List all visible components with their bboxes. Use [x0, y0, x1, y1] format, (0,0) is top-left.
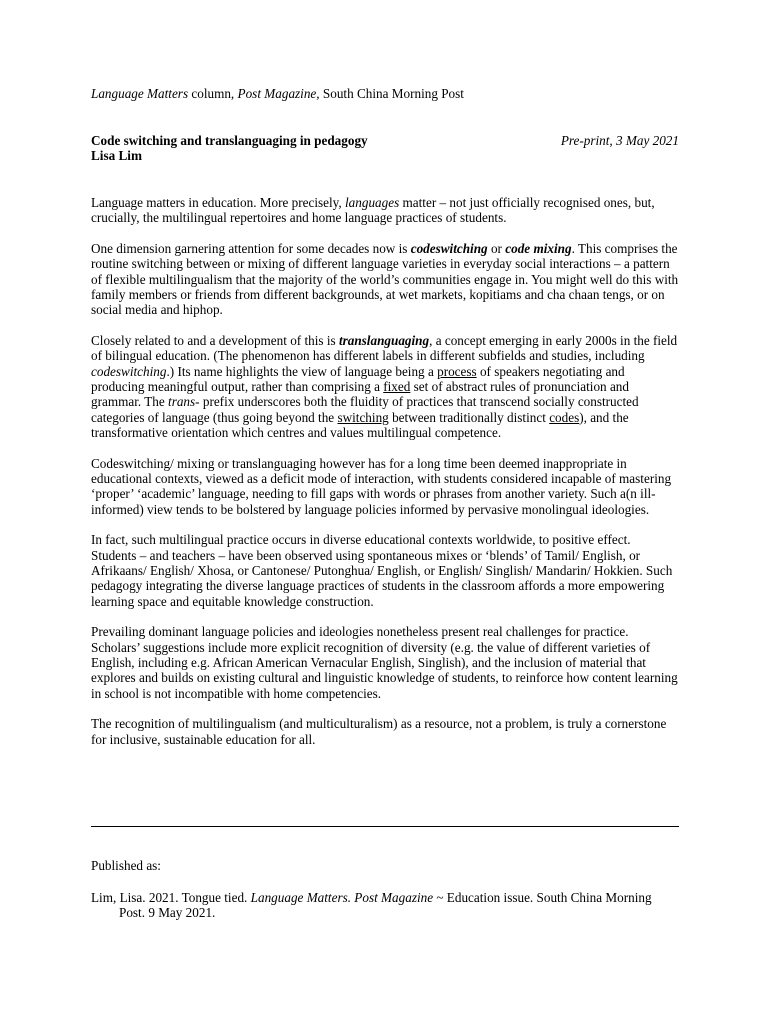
p3-text-g: of speakers negotiating and producing meaningful output, rather than comprising a — [91, 363, 625, 394]
reference-text-c: ~ Education issue. South China Morning Post. 9 May 2021. — [119, 890, 652, 921]
paragraph-1 — [91, 195, 679, 226]
newspaper-name: South China Morning Post — [319, 86, 464, 101]
p2-term-code-mixing: code mixing — [505, 241, 572, 257]
reference-entry — [91, 890, 679, 921]
column-header — [91, 86, 679, 101]
p3-underline-switching: switching — [337, 409, 389, 425]
paragraph-4: Codeswitching/ mixing or translanguaging however has for a long time been deemed inappropriate in educational contexts, viewed as a deficit mode of interaction, with students considered incapable of mastering ‘proper’ ‘academic’ language, needing to fill gaps with words or phrases from another variety. Such a(n ill-informed) view tends to be bolstered by language policies informed by pervasive monolingual ideologies. — [91, 455, 672, 517]
p1-text-c: matter – not just officially recognised ones, but, crucially, the multilingual repertoires and home language practices of students. — [91, 195, 655, 226]
paragraph-7: The recognition of multilingualism (and multiculturalism) as a resource, not a problem, is truly a cornerstone for inclusive, sustainable education for all. — [91, 716, 667, 747]
reference-text-a: Lim, Lisa. 2021. Tongue tied. — [91, 890, 251, 905]
article-body — [91, 195, 679, 762]
reference-block — [91, 890, 679, 921]
title-block — [91, 133, 679, 164]
p3-underline-fixed: fixed — [383, 378, 411, 394]
p3-text-i: set of abstract rules of pronunciation and grammar. The — [91, 378, 629, 410]
magazine-name: Post Magazine, — [237, 86, 320, 101]
p3-text-a: Closely related to and a development of this is — [91, 333, 339, 349]
paragraph-5: In fact, such multilingual practice occurs in diverse educational contexts worldwide, to positive effect. Students – and teachers – have been observed using spontaneous mixes or ‘blends’ of Tamil/ English, or Afrikaans/ English/ Xhosa, or Cantonese/ Putonghua/ English, or English/ Singlish/ Mandarin/ Hokkien. Such pedagogy integrating the diverse language practices of students in the classroom affords a more empowering learning space and equitable knowledge construction. — [91, 532, 673, 609]
p2-text-c: or — [487, 241, 506, 257]
p2-text-a: One dimension garnering attention for some decades now is — [91, 241, 411, 257]
p3-term-translanguaging: translanguaging — [338, 333, 430, 349]
p1-text-a: Language matters in education. More precisely, — [91, 195, 346, 210]
p1-emphasis: languages — [345, 195, 400, 210]
p3-text-m: between traditionally distinct — [388, 409, 550, 425]
paragraph-6: Prevailing dominant language policies and ideologies nonetheless present real challenges for practice. Scholars’ suggestions include more explicit recognition of diversity (e.g. the value of different varieties of English, including e.g. African American Vernacular English, Singlish), and the inclusion of material that explores and builds on existing cultural and linguistic knowledge of students, to reinforce how content learning in school is not incompatible with home competencies. — [91, 624, 678, 701]
p3-text-o: ), and the transformative orientation which centres and values multilingual competence. — [91, 409, 629, 440]
column-name: Language Matters — [91, 86, 189, 101]
horizontal-divider — [91, 826, 679, 827]
p3-term-trans: trans — [168, 394, 196, 410]
p2-term-codeswitching: codeswitching — [410, 241, 488, 257]
preprint-date: Pre-print, 3 May 2021 — [560, 133, 679, 148]
article-title: Code switching and translanguaging in pedagogy — [91, 133, 368, 148]
p2-text-e: . This comprises the routine switching between or mixing of different language varieties in everyday social interactions – a pattern of flexible multilingualism that the majority of the world’s communities engage in. You might well do this with family members or friends from different backgrounds, at wet markets, kopitiams and cha chaan tengs, or on social media and hiphop. — [91, 241, 679, 318]
p3-text-c: , a concept emerging in early 2000s in the field of bilingual education. (The phenomenon has different labels in different subfields and studies, including — [91, 333, 678, 364]
published-label: Published as: — [91, 858, 161, 873]
p3-text-e: .) Its name highlights the view of language being a — [166, 363, 438, 379]
author-name: Lisa Lim — [91, 148, 142, 164]
title-row — [91, 133, 679, 148]
paragraph-3 — [91, 333, 679, 440]
paragraph-2 — [91, 241, 679, 317]
p3-term-codeswitching: codeswitching — [91, 363, 167, 379]
p3-text-k: - prefix underscores both the fluidity of practices that transcend socially constructed categories of language (thus going beyond the — [91, 394, 639, 425]
column-word: column, — [188, 86, 238, 101]
reference-publication: Language Matters. Post Magazine — [250, 890, 434, 905]
p3-underline-process: process — [437, 363, 477, 379]
p3-underline-codes: codes — [549, 409, 580, 425]
